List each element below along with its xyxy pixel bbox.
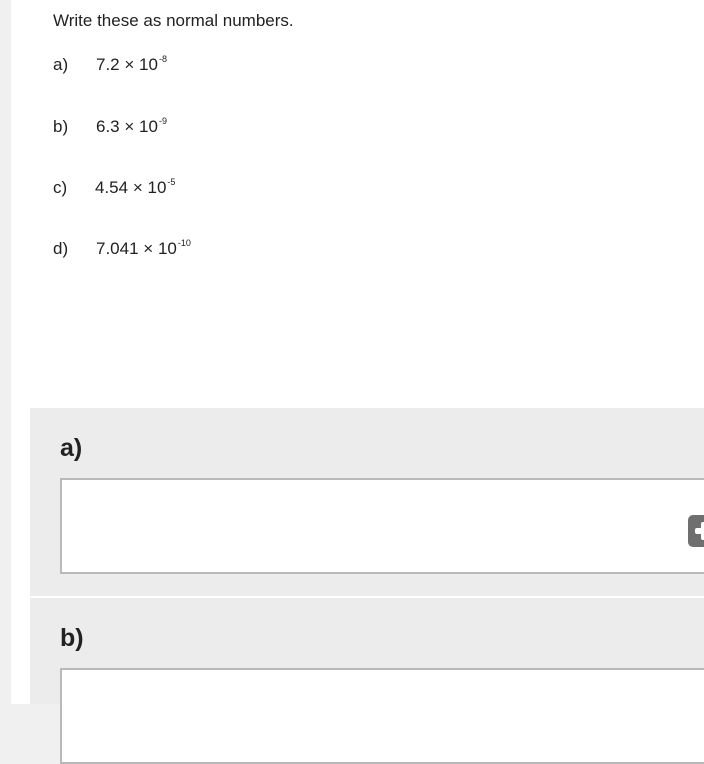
question-b: [53, 116, 167, 137]
base: 10: [157, 239, 177, 258]
times-sign: ×: [132, 178, 143, 197]
question-a: [53, 54, 167, 75]
mantissa: 7.041: [96, 239, 139, 258]
answer-panel-b: [30, 598, 704, 704]
answer-label: b): [60, 624, 84, 652]
instructions: Write these as normal numbers.: [53, 11, 294, 30]
answer-label: a): [60, 434, 83, 462]
mantissa: 4.54: [95, 178, 129, 197]
question-label: d): [53, 239, 69, 258]
plus-square-icon[interactable]: [688, 515, 704, 547]
base: 10: [147, 178, 167, 197]
exponent: -5: [167, 177, 176, 187]
mantissa: 6.3: [96, 117, 120, 136]
base: 10: [139, 117, 158, 136]
times-sign: ×: [124, 55, 135, 74]
answer-input-a[interactable]: [60, 478, 704, 574]
times-sign: ×: [143, 239, 154, 258]
base: 10: [139, 55, 158, 74]
mantissa: 7.2: [96, 55, 120, 74]
answer-input-b[interactable]: [60, 668, 704, 764]
question-d: [53, 238, 191, 259]
answer-panel-a: [30, 408, 704, 596]
times-sign: ×: [124, 117, 135, 136]
question-label: a): [53, 55, 69, 74]
question-label: c): [53, 178, 68, 197]
question-label: b): [53, 117, 69, 136]
question-c: [53, 177, 175, 198]
exponent: -9: [158, 116, 167, 126]
exponent: -10: [177, 238, 191, 248]
exponent: -8: [158, 54, 167, 64]
